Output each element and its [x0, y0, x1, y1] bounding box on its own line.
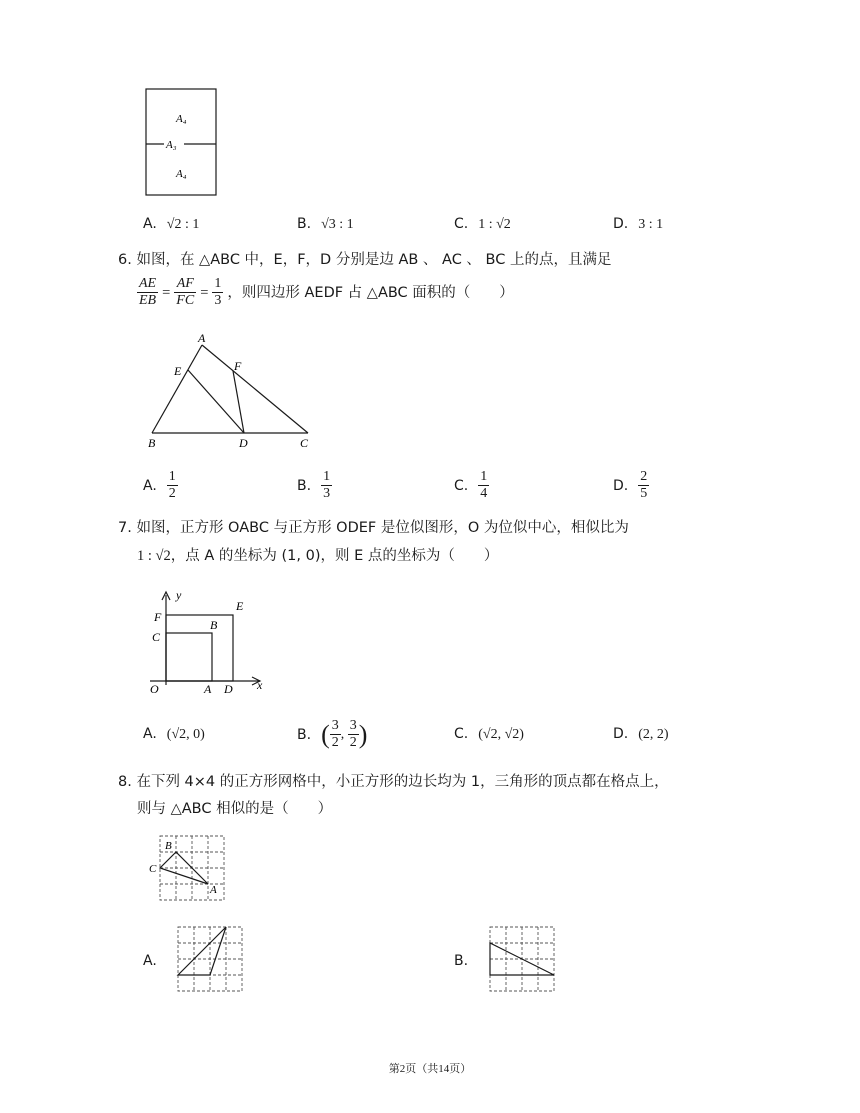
label-o: O	[150, 682, 159, 696]
q6-line2: $\frac{AE}{EB}$ = $\frac{AF}{FC}$ = $\frac{1}{3}$ ，则四边形 AEDF 占 △ABC 面积的（ ）	[139, 276, 514, 308]
q7-option-b[interactable]: B. ( $\frac{3}{2}$ , $\frac{3}{2}$ )	[297, 718, 368, 750]
q6-frac-ae-eb: $\frac{AE}{EB}$	[139, 276, 157, 308]
label-e-q7: E	[236, 599, 244, 613]
a4-paper-figure	[140, 85, 224, 200]
label-f: F	[234, 359, 242, 373]
label-d-q7: D	[224, 682, 233, 696]
q5-option-d[interactable]: D. 3 : 1	[613, 216, 664, 232]
q8-line2: 则与 △ABC 相似的是（ ）	[137, 801, 333, 817]
q7-number: 7.	[118, 520, 132, 536]
q5-option-b[interactable]: B. √3 : 1	[297, 216, 354, 232]
label-c-q8: C	[149, 863, 157, 875]
q8-number: 8.	[118, 774, 132, 790]
label-a-q8: A	[210, 884, 217, 896]
label-a: A	[198, 331, 206, 345]
q8-option-a[interactable]: A.	[143, 953, 157, 969]
q8-option-b-grid[interactable]	[484, 922, 560, 996]
label-a-q7: A	[204, 682, 212, 696]
label-b: B	[148, 436, 156, 450]
label-c: C	[300, 436, 309, 450]
label-e: E	[174, 364, 182, 378]
q6-triangle-figure	[140, 330, 320, 455]
label-f-q7: F	[154, 610, 162, 624]
q6-line1: 6. 如图，在 △ABC 中，E，F，D 分别是边 AB 、 AC 、 BC 上的点，且满足	[118, 252, 612, 268]
q7-line2: 1 : √2，点 A 的坐标为 (1, 0)，则 E 点的坐标为（ ）	[137, 548, 499, 564]
q7-ratio: 1 : √2	[137, 548, 171, 564]
q6-option-b[interactable]: B. $\frac{1}{3}$	[297, 469, 331, 501]
label-b-q8: B	[165, 840, 172, 852]
q7-option-a[interactable]: A. (√2, 0)	[143, 726, 205, 742]
q8-reference-grid	[148, 832, 234, 906]
q7-squares-figure	[140, 585, 270, 697]
label-y: y	[176, 588, 182, 602]
q8-option-b[interactable]: B.	[454, 953, 469, 969]
q7-option-d[interactable]: D. (2, 2)	[613, 726, 669, 742]
q8-option-a-grid[interactable]	[172, 922, 248, 996]
page-footer: 第2页（共14页）	[388, 1063, 472, 1075]
q7-option-c[interactable]: C. (√2, √2)	[454, 726, 524, 742]
q5-option-a[interactable]: A. √2 : 1	[143, 216, 200, 232]
label-top-a4: A₄	[176, 113, 187, 125]
q6-number: 6.	[118, 252, 132, 268]
q6-frac-af-fc: $\frac{AF}{FC}$	[176, 276, 195, 308]
q7-line1: 7. 如图，正方形 OABC 与正方形 ODEF 是位似图形，O 为位似中心，相似比为	[118, 520, 629, 536]
q8-line1: 8. 在下列 4×4 的正方形网格中，小正方形的边长均为 1，三角形的顶点都在格点上，	[118, 774, 669, 790]
q6-frac-one-third: $\frac{1}{3}$	[214, 276, 222, 308]
q6-option-a[interactable]: A. $\frac{1}{2}$	[143, 469, 176, 501]
label-b-q7: B	[210, 618, 218, 632]
q6-option-d[interactable]: D. $\frac{2}{5}$	[613, 469, 648, 501]
label-c-q7: C	[152, 630, 161, 644]
label-d: D	[239, 436, 248, 450]
label-bottom-a4: A₄	[176, 168, 187, 180]
label-x: x	[257, 678, 263, 692]
label-mid-a3: A₃	[166, 139, 177, 151]
q6-option-c[interactable]: C. $\frac{1}{4}$	[454, 469, 488, 501]
q5-option-c[interactable]: C. 1 : √2	[454, 216, 511, 232]
